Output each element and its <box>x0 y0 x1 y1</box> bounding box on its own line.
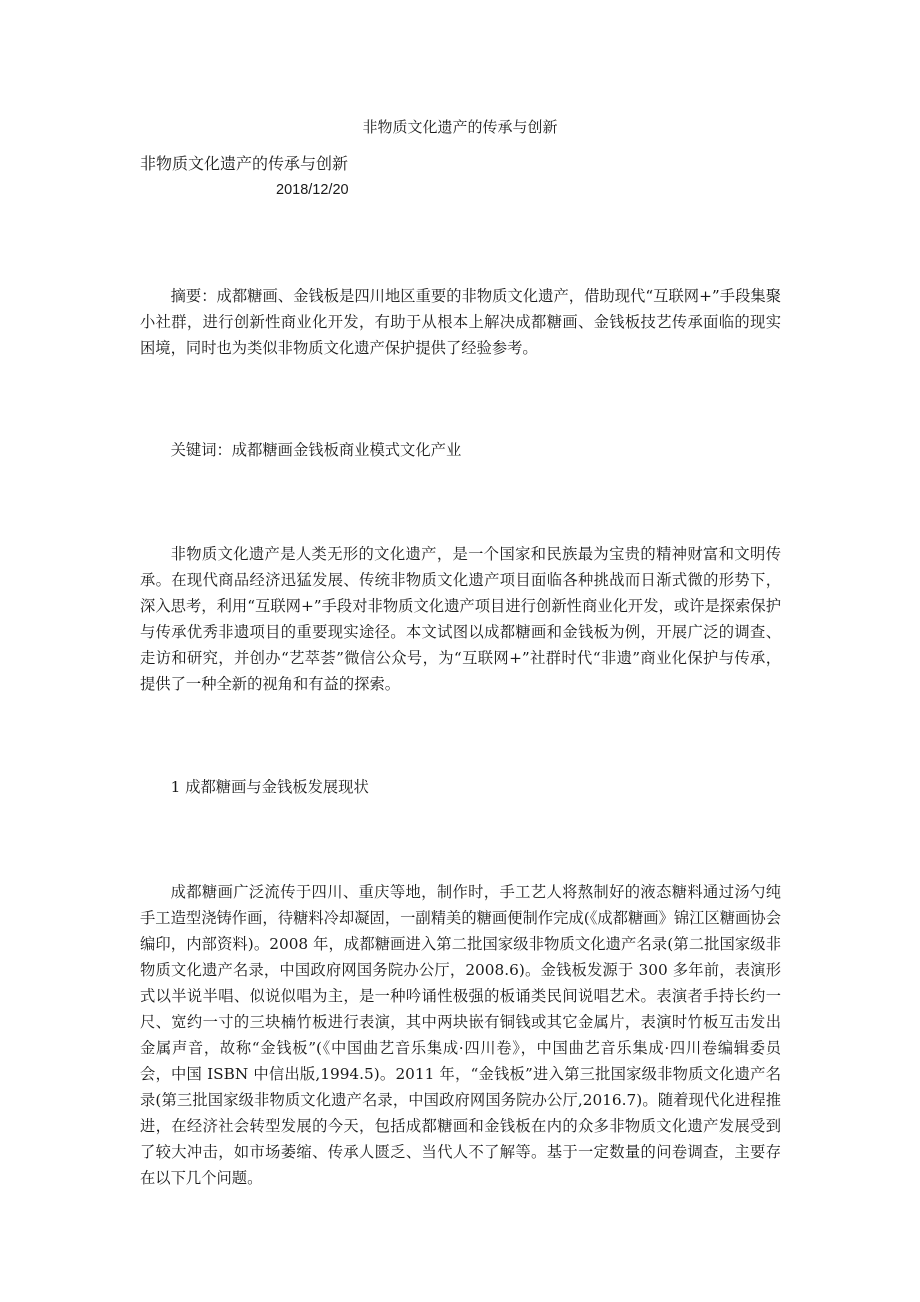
article-title: 非物质文化遗产的传承与创新 <box>140 154 349 173</box>
abstract-paragraph: 摘要：成都糖画、金钱板是四川地区重要的非物质文化遗产，借助现代“互联网+”手段集聚小社群，进行创新性商业化开发，有助于从根本上解决成都糖画、金钱板技艺传承面临的现实困境，同时也为类似非物质文化遗产保护提供了经验参考。 <box>140 287 781 357</box>
section-heading: 1 成都糖画与金钱板发展现状 <box>170 778 369 796</box>
publish-date: 2018/12/20 <box>276 182 349 198</box>
intro-paragraph: 非物质文化遗产是人类无形的文化遗产，是一个国家和民族最为宝贵的精神财富和文明传承。在现代商品经济迅猛发展、传统非物质文化遗产项目面临各种挑战而日渐式微的形势下，深入思考，利用“互联网+”手段对非物质文化遗产项目进行创新性商业化开发，或许是探索保护与传承优秀非遗项目的重要现实途径。本文试图以成都糖画和金钱板为例，开展广泛的调查、走访和研究，并创办“艺萃荟”微信公众号，为“互联网+”社群时代“非遗”商业化保护与传承，提供了一种全新的视角和有益的探索。 <box>140 545 781 693</box>
document-title: 非物质文化遗产的传承与创新 <box>362 118 558 136</box>
keywords-line: 关键词：成都糖画金钱板商业模式文化产业 <box>170 441 462 459</box>
body-paragraph: 成都糖画广泛流传于四川、重庆等地，制作时，手工艺人将熬制好的液态糖料通过汤勺纯手工造型浇铸作画，待糖料冷却凝固，一副精美的糖画便制作完成(《成都糖画》锦江区糖画协会编印，内部资料)。2008 年，成都糖画进入第二批国家级非物质文化遗产名录(第二批国家级非物质文化遗产名录，中国政府网国务院办公厅，2008.6)。金钱板发源于 300 多年前，表演形式以半说半唱、似说似唱为主，是一种吟诵性极强的板诵类民间说唱艺术。表演者手持长约一尺、宽约一寸的三块楠竹板进行表演，其中两块嵌有铜钱或其它金属片，表演时竹板互击发出金属声音，故称“金钱板”(《中国曲艺音乐集成·四川卷》，中国曲艺音乐集成·四川卷编辑委员会，中国 ISBN 中信出版,1994.5)。2011 年，“金钱板”进入第三批国家级非物质文化遗产名录(第三批国家级非物质文化遗产名录，中国政府网国务院办公厅,2016.7)。随着现代化进程推进，在经济社会转型发展的今天，包括成都糖画和金钱板在内的众多非物质文化遗产发展受到了较大冲击，如市场萎缩、传承人匮乏、当代人不了解等。基于一定数量的问卷调查，主要存在以下几个问题。 <box>140 883 781 1187</box>
